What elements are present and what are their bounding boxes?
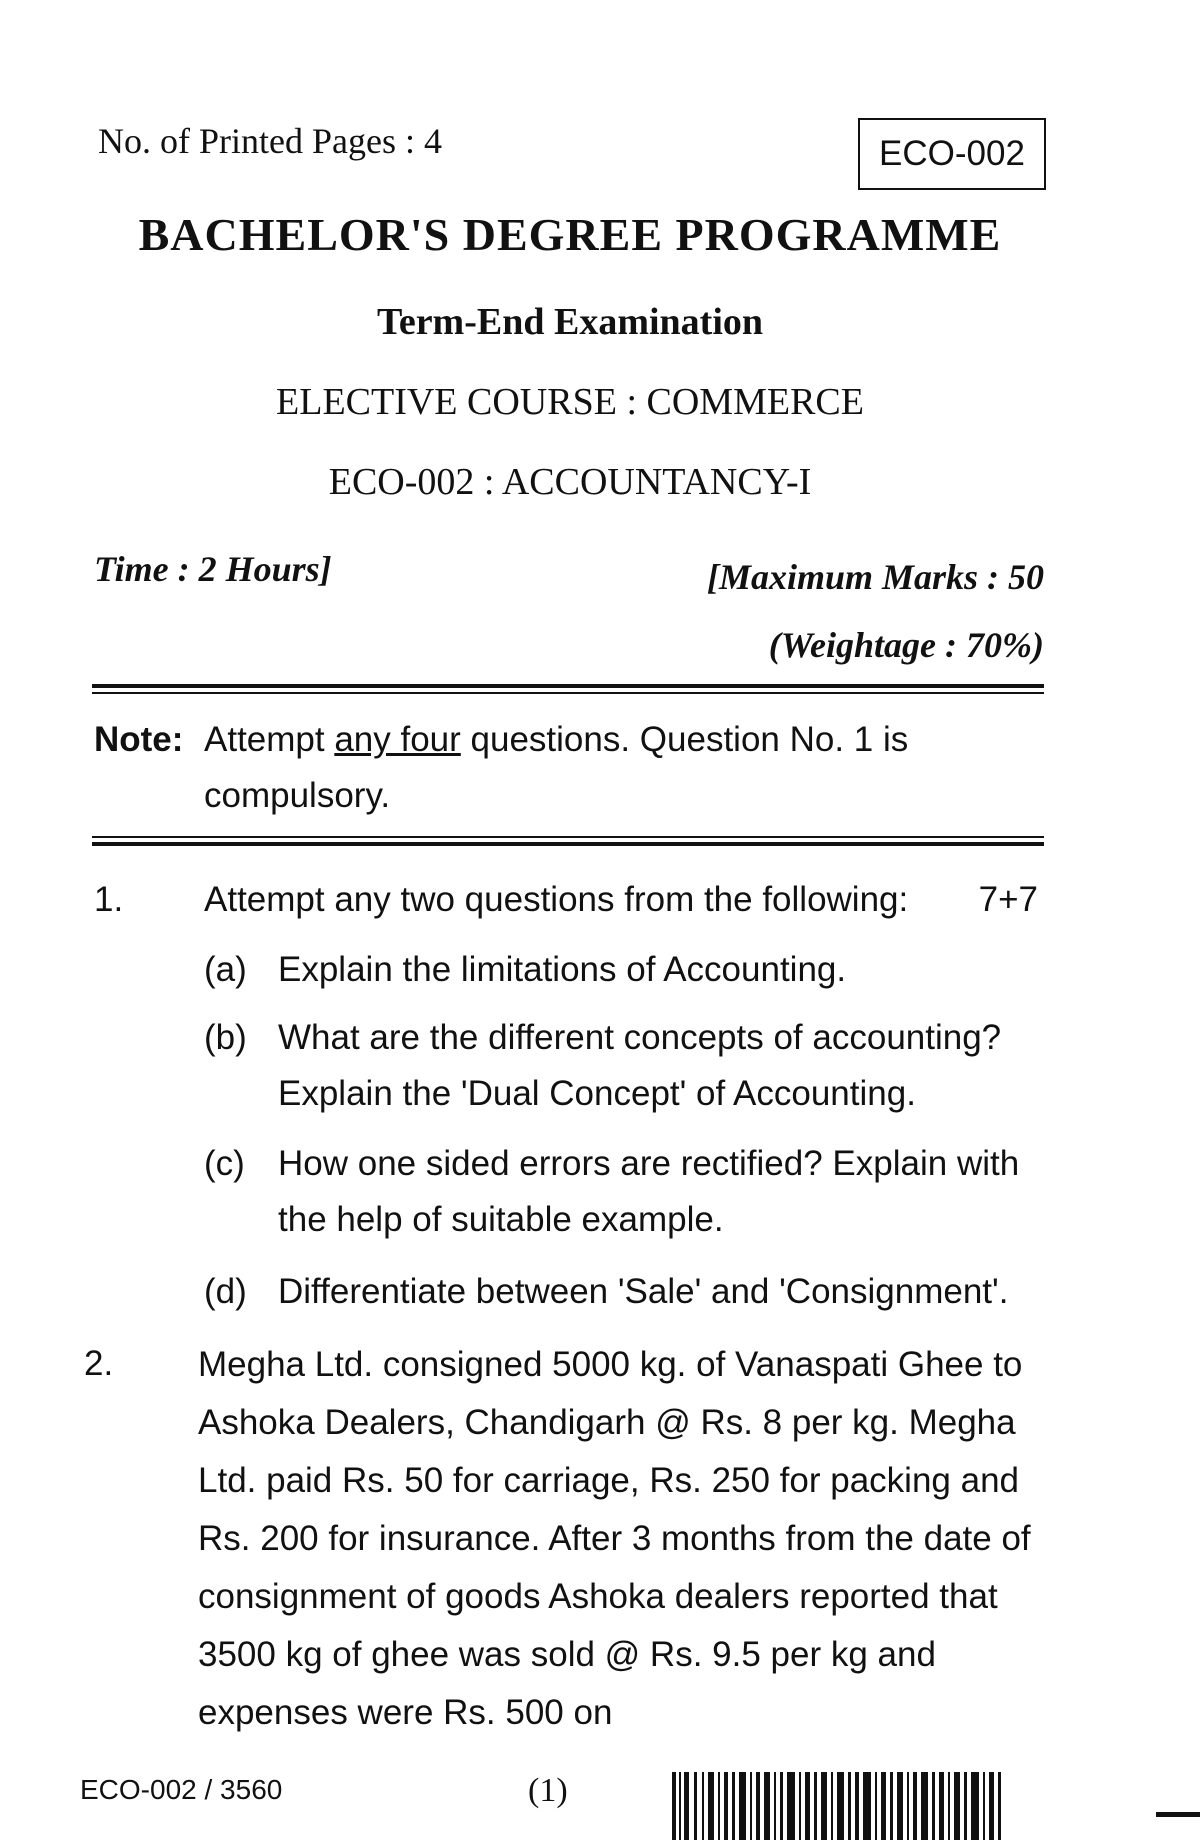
question-marks: 7+7 (978, 880, 1038, 919)
question-text: Attempt any two questions from the following: (204, 880, 909, 919)
course-title: ECO-002 : ACCOUNTANCY-I (328, 461, 812, 503)
divider (92, 692, 1044, 694)
sub-question-letter: (d) (204, 1272, 247, 1311)
divider (92, 684, 1044, 688)
note-text: Attempt any four questions. Question No. 1 is compulsory. (204, 720, 909, 815)
page-number: (1) (528, 1772, 568, 1809)
note-label: Note: (94, 720, 184, 759)
sub-question-text: How one sided errors are rectified? Explain with the help of suitable example. (278, 1144, 1020, 1239)
divider (92, 842, 1044, 846)
question-number: 2. (84, 1344, 114, 1383)
sub-question-text: Differentiate between 'Sale' and 'Consignment'. (278, 1272, 1009, 1311)
sub-question-letter: (a) (204, 950, 247, 989)
weightage: (Weightage : 70%) (768, 625, 1044, 665)
sub-question-letter: (c) (204, 1144, 245, 1183)
time-allowed: Time : 2 Hours] (94, 549, 332, 589)
exam-title: Term-End Examination (376, 301, 764, 343)
barcode-icon (672, 1772, 1002, 1840)
programme-title: BACHELOR'S DEGREE PROGRAMME (138, 209, 1002, 260)
elective-course: ELECTIVE COURSE : COMMERCE (276, 381, 864, 423)
sub-question-letter: (b) (204, 1018, 247, 1057)
paper-code-box: ECO-002 (858, 118, 1046, 190)
sub-question-text: Explain the limitations of Accounting. (278, 950, 847, 989)
footer-code: ECO-002 / 3560 (80, 1774, 283, 1805)
question-number: 1. (94, 880, 124, 919)
printed-pages: No. of Printed Pages : 4 (98, 121, 442, 161)
divider (92, 836, 1044, 838)
sub-question-text: What are the different concepts of accounting? Explain the 'Dual Concept' of Accounting. (278, 1018, 1002, 1113)
edge-mark (1156, 1812, 1200, 1817)
question-text: Megha Ltd. consigned 5000 kg. of Vanaspati Ghee to Ashoka Dealers, Chandigarh @ Rs. 8 per kg. Megha Ltd. paid Rs. 50 for carriage, Rs. 250 for packing and Rs. 200 for insurance. After 3 months from the date of consignment of goods Ashoka dealers reported that 3500 kg of ghee was sold @ Rs. 9.5 per kg and expenses were Rs. 500 on (198, 1345, 1031, 1732)
maximum-marks: [Maximum Marks : 50 (706, 557, 1044, 597)
